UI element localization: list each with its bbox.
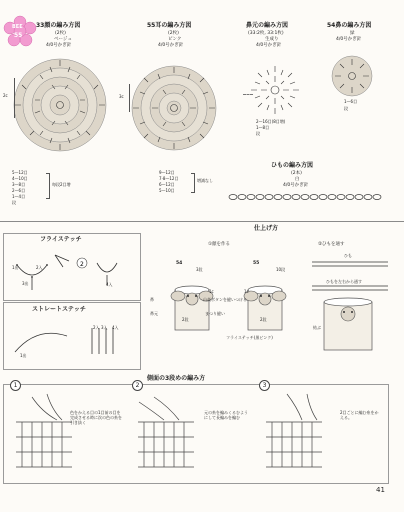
- chart-sub-ear-2: ピンク: [168, 37, 182, 42]
- cup55-1c-label: 1c: [244, 289, 249, 294]
- face-dimension-label: 2c: [3, 93, 8, 98]
- svg-text:2: 2: [80, 261, 84, 268]
- ear-crochet-chart: [128, 62, 220, 154]
- cup54-nose-label: 鼻: [150, 297, 154, 302]
- fly-stitch-diagram: [7, 245, 135, 297]
- string-chain-chart: [228, 192, 388, 202]
- bottom-step-2: 2: [132, 380, 143, 391]
- label-55: 55: [253, 261, 260, 266]
- label-54: 54: [176, 261, 183, 266]
- bottom-step1-diagram: [12, 392, 122, 482]
- chart-sub-face-1: (2枚): [55, 31, 66, 36]
- nose-base-crochet-chart: [247, 62, 303, 118]
- cup55-2dan-label: 2段: [260, 317, 267, 322]
- cup54-top-label: 3段: [196, 267, 203, 272]
- string-label: ひも: [344, 253, 352, 258]
- chart-sub-nose-1: 緑: [350, 31, 355, 36]
- chart-sub-nose-2: 4/0号かぎ針: [336, 37, 362, 42]
- chart-title-face: 33顔の編み方図: [36, 22, 81, 29]
- cup-55-diagram: [238, 272, 298, 334]
- nose-crochet-chart: [331, 55, 373, 97]
- string-chart-title: ひもの編み方図: [271, 162, 314, 169]
- string-chart-sub1: (2本): [291, 171, 302, 176]
- flower-icon: [3, 16, 37, 46]
- cup55-top-label: 10段: [276, 267, 286, 272]
- straight-step-2: 2入: [93, 325, 100, 330]
- bottom-title: 側面の3段めの編み方: [147, 375, 206, 382]
- logo-text-bottom: 55: [14, 32, 23, 39]
- string-note: ひもを左右から通す: [326, 279, 362, 284]
- chart-sub-nose-base-3: 4/0号かぎ針: [256, 43, 282, 48]
- fly-step-1: 1出: [12, 265, 19, 270]
- slip-stitch-label: まつり縫い: [205, 311, 225, 316]
- cup-54-diagram: [161, 272, 221, 334]
- flower-logo: [3, 16, 37, 46]
- bottom-note-1: 色をかえる目の1目前の目を完成させる時に次の色の糸を引き抜く: [70, 410, 122, 425]
- straight-step-3: 3入: [101, 325, 108, 330]
- cup54-1c-label: 1c: [209, 289, 214, 294]
- chart-sub-nose-base-2: 生成り: [265, 37, 279, 42]
- straight-step-4: 4入: [112, 325, 119, 330]
- string-chart-sub2: 白: [295, 177, 300, 182]
- fly-stitch-title: フライステッチ: [40, 236, 82, 243]
- fly-step-2: 2入: [36, 265, 43, 270]
- bottom-step2-diagram: [134, 392, 244, 482]
- fly-step-3: 3出: [22, 281, 29, 286]
- chart-sub-ear-1: (2枚): [168, 31, 179, 36]
- straight-step-1: 1出: [20, 353, 27, 358]
- chart-title-ear: 55耳の編み方図: [147, 22, 192, 29]
- cup54-nose-base-label: 鼻元: [150, 311, 158, 316]
- ear-dimension-label: 3c: [119, 94, 124, 99]
- finish-title: 仕上げ方: [254, 225, 279, 232]
- chart-sub-nose-base-1: (33:2枚, 33:1枚): [248, 31, 284, 36]
- finish-step1: ①顔を作る: [208, 242, 231, 247]
- fly-step-4: 4入: [106, 282, 113, 287]
- logo-text-top: BEE: [12, 24, 23, 30]
- chart-title-nose: 54鼻の編み方図: [327, 22, 372, 29]
- fly-stitch-note: フライステッチ(黒ピンク): [226, 335, 273, 340]
- page-number: 41: [376, 486, 385, 494]
- face-crochet-chart: [10, 55, 110, 155]
- bottom-step-3: 3: [259, 380, 270, 391]
- bottom-note-2: 元の糸を編みくるむようにして長編みを編む: [204, 410, 248, 420]
- chart-sub-face-2: ベージュ: [54, 37, 72, 42]
- bottom-step-1: 1: [10, 380, 21, 391]
- face-dimension-line: [14, 78, 16, 118]
- mid-divider: [0, 221, 404, 222]
- bottom-step3-diagram: [262, 392, 372, 482]
- chart-sub-ear-3: 4/0号かぎ針: [158, 43, 184, 48]
- chart-sub-face-3: 4/0号かぎ針: [46, 43, 72, 48]
- finish-step2: ②ひもを通す: [318, 242, 345, 247]
- straight-stitch-title: ストレートステッチ: [32, 306, 86, 313]
- tie-label: 結ぶ: [313, 325, 321, 330]
- string-threading-diagram: [310, 252, 390, 352]
- cup54-2dan-label: 2段: [182, 317, 189, 322]
- chart-title-nose-base: 鼻元の編み方図: [246, 22, 289, 29]
- string-chart-sub3: 4/0号かぎ針: [283, 183, 309, 188]
- ear-dimension-line: [129, 84, 131, 112]
- button-sew-label: 山高ボタンを縫いつける: [203, 297, 247, 302]
- nose-base-dim: [243, 94, 253, 95]
- bottom-note-3: 2目ごとに編む糸をかえる。: [340, 410, 379, 420]
